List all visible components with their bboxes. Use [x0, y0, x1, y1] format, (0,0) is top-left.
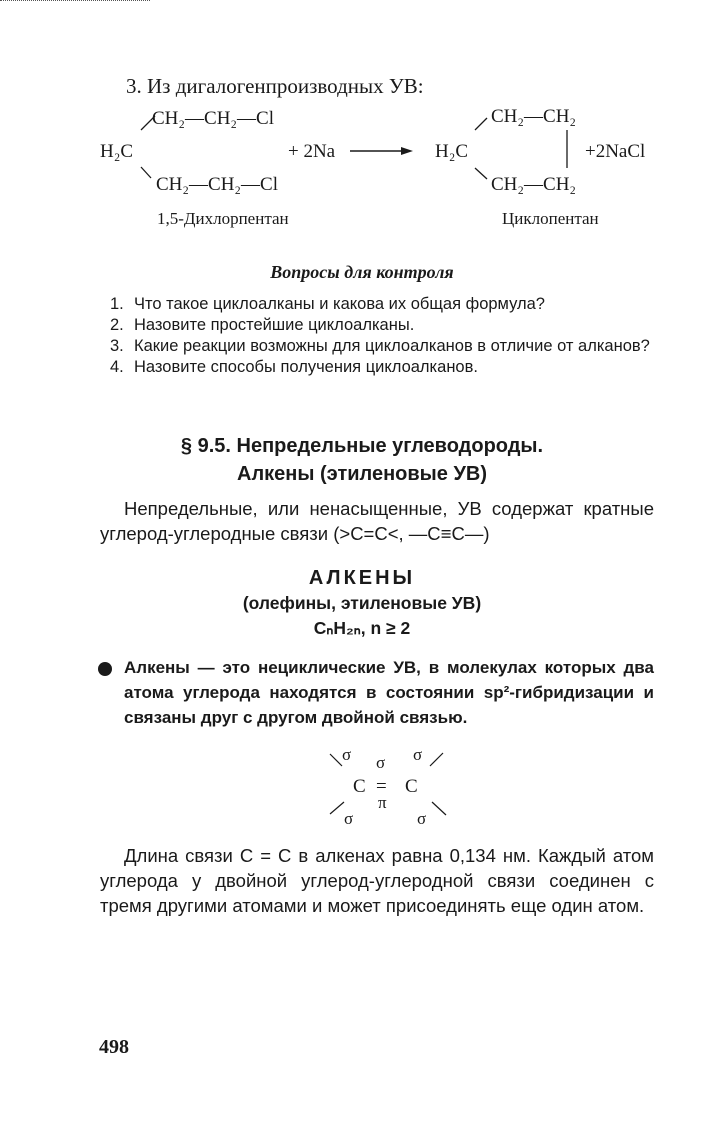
question-text: Что такое циклоалканы и какова их общая формула? [134, 295, 545, 313]
product-name: Циклопентан [502, 209, 599, 228]
section-title-line1: § 9.5. Непредельные углеводороды. [180, 435, 544, 457]
product-top-chain: CH₂—CH₂ [491, 106, 577, 127]
question-number: 4. [110, 358, 124, 376]
questions-list [110, 294, 670, 378]
alkenes-general-formula: CₙH₂ₙ, n ≥ 2 [313, 618, 411, 638]
section-title-line2: Алкены (этиленовые УВ) [237, 463, 487, 485]
reactant-name: 1,5-Дихлорпентан [157, 209, 289, 228]
product-center-atom: H₂C [435, 141, 469, 162]
question-number: 1. [110, 295, 124, 313]
alkene-definition: Алкены — это нециклические УВ, в молекулах которых два атома углерода находятся в состоянии sp²-гибридизации и связаны друг с другом двойной связью. [124, 658, 654, 727]
alkenes-title: АЛКЕНЫ [308, 567, 416, 589]
sigma-label: σ [342, 745, 352, 764]
alkenes-heading [0, 566, 724, 641]
intro-paragraph: Непредельные, или ненасыщенные, УВ содержат кратные углерод-углеродные связи (>C=C<, —C≡C—) [100, 498, 654, 544]
sigma-label: σ [413, 745, 423, 764]
product-bond-up [475, 118, 487, 130]
carbon-atom: C [405, 776, 418, 797]
sigma-label: σ [344, 809, 354, 828]
question-item [110, 357, 670, 378]
item-3-title: 3. Из дигалогенпроизводных УВ: [126, 74, 424, 98]
question-text: Назовите способы получения циклоалканов. [134, 358, 478, 376]
scan-edge-line [0, 0, 150, 3]
sigma-bond-line [330, 802, 344, 814]
question-number: 3. [110, 337, 124, 355]
question-text: Какие реакции возможны для циклоалканов в отличие от алканов? [134, 337, 650, 355]
reagent: + 2Na [288, 141, 336, 162]
question-item [110, 315, 670, 336]
sigma-label: σ [417, 809, 427, 828]
question-text: Назовите простейшие циклоалканы. [134, 316, 415, 334]
reactant-bottom-chain: CH₂—CH₂—Cl [156, 174, 278, 195]
page-number: 498 [99, 1036, 129, 1058]
product-bond-down [475, 168, 487, 179]
pi-label: π [378, 793, 387, 812]
reactant-bond-down [141, 167, 151, 178]
byproduct: +2NaCl [585, 141, 646, 162]
reaction-arrowhead [401, 147, 413, 155]
sigma-bond-line [432, 802, 446, 815]
reactant-center-atom: H₂C [100, 141, 134, 162]
question-item [110, 294, 670, 315]
bond-length-paragraph: Длина связи C = C в алкенах равна 0,134 нм. Каждый атом углерода у двойной углерод-углеродной связи соединен с тремя другими атомами и может присоединять еще один атом. [100, 845, 654, 916]
alkenes-subtitle: (олефины, этиленовые УВ) [242, 593, 482, 613]
sigma-bond-line [330, 754, 342, 766]
double-bond: = [376, 776, 387, 797]
question-number: 2. [110, 316, 124, 334]
carbon-atom: C [353, 776, 366, 797]
questions-heading: Вопросы для контроля [270, 262, 454, 282]
question-item [110, 336, 670, 357]
reactant-top-chain: CH₂—CH₂—Cl [152, 108, 274, 129]
sigma-label: σ [376, 753, 386, 772]
product-bottom-chain: CH₂—CH₂ [491, 174, 577, 195]
double-bond-diagram [300, 742, 460, 832]
sigma-bond-line [430, 753, 443, 766]
bullet-icon [98, 662, 112, 676]
cyclization-reaction-scheme [95, 100, 675, 240]
section-title [0, 432, 724, 488]
